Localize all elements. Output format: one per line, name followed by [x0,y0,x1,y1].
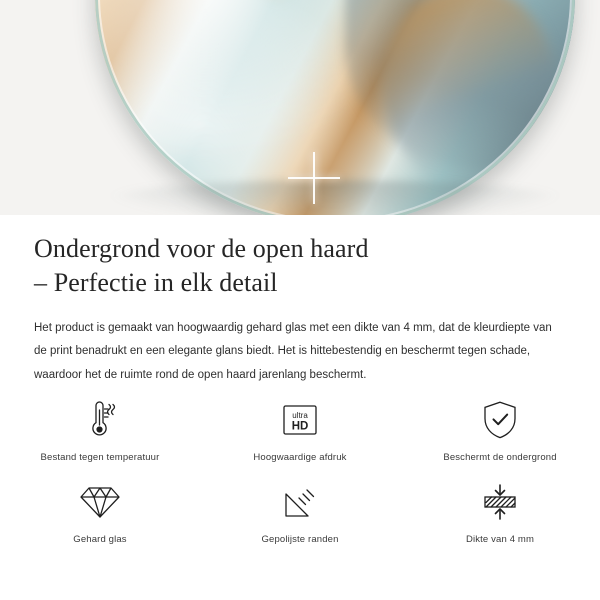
feature-caption: Gepolijste randen [261,534,339,545]
feature-temperature [0,393,200,463]
feature-caption: Gehard glas [73,534,127,545]
hero-image [0,0,600,215]
product-description-text: Het product is gemaakt van hoogwaardig gehard glas met een dikte van 4 mm, dat de kleurdiepte van de print benadrukt en een elegante glans biedt. Het is hittebestendig en beschermt tegen schade, waardoor het de ruimte rond de open haard jarenlang beschermt. [34,321,552,381]
feature-tempered-glass [0,475,200,545]
page-title [0,215,600,301]
page-title-line-1: Ondergrond voor de open haard [34,234,369,263]
feature-caption: Hoogwaardige afdruk [253,452,347,463]
svg-text:HD: HD [291,420,309,433]
feature-caption: Bestand tegen temperatuur [40,452,160,463]
feature-caption: Beschermt de ondergrond [443,452,557,463]
thermometer-icon [83,397,117,443]
diamond-icon [80,479,120,525]
polished-edge-icon [282,479,318,525]
feature-thickness [400,475,600,545]
ultra-hd-icon [281,397,319,443]
thickness-4mm-icon [480,479,520,525]
text-content [0,215,600,387]
feature-surface-protection [400,393,600,463]
feature-print-quality [200,393,400,463]
shield-check-icon [482,397,518,443]
feature-grid [0,393,600,545]
glass-edge-shadow [95,180,575,215]
feature-polished-edges [200,475,400,545]
page-title-line-2: – Perfectie in elk detail [34,268,278,298]
svg-text:ultra: ultra [292,411,308,420]
feature-caption: Dikte van 4 mm [465,534,535,545]
